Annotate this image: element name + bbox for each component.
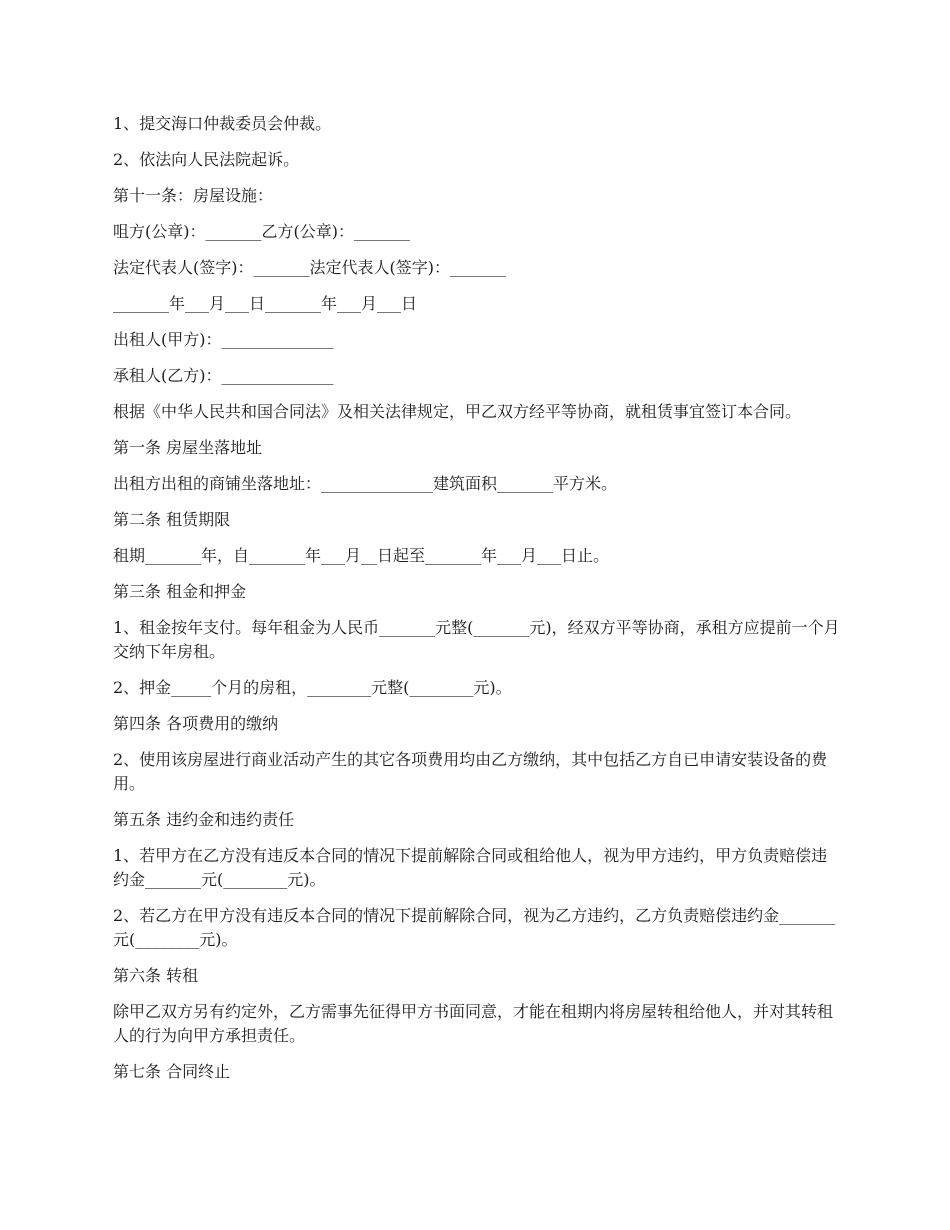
signature-line: 咀方(公章)：_______乙方(公章)：_______	[113, 222, 410, 241]
signature-line: 法定代表人(签字)：_______法定代表人(签字)：_______	[113, 258, 506, 277]
lessor-line: 出租人(甲方)：______________	[113, 330, 334, 349]
clause-heading: 第六条 转租	[113, 966, 199, 985]
paragraph: 2、依法向人民法院起诉。	[113, 150, 300, 169]
preamble: 根据《中华人民共和国合同法》及相关法律规定，甲乙双方经平等协商，就租赁事宜签订本合同。	[113, 402, 802, 421]
paragraph: 1、若甲方在乙方没有违反本合同的情况下提前解除合同或租给他人，视为甲方违约，甲方负责赔偿违约金_______元(________元)。	[113, 846, 828, 889]
clause-heading: 第十一条：房屋设施：	[113, 186, 274, 205]
clause-heading: 第四条 各项费用的缴纳	[113, 714, 279, 733]
clause-heading: 第三条 租金和押金	[113, 582, 247, 601]
lessee-line: 承租人(乙方)：______________	[113, 366, 334, 385]
date-line: _______年___月___日_______年___月___日	[113, 294, 418, 313]
paragraph: 1、租金按年支付。每年租金为人民币_______元整(_______元)，经双方平等协商，承租方应提前一个月交纳下年房租。	[113, 618, 840, 661]
paragraph: 除甲乙双方另有约定外，乙方需事先征得甲方书面同意，才能在租期内将房屋转租给他人，并对其转租人的行为向甲方承担责任。	[113, 1002, 834, 1045]
paragraph: 1、提交海口仲裁委员会仲裁。	[113, 114, 332, 133]
clause-heading: 第一条 房屋坐落地址	[113, 438, 263, 457]
paragraph: 2、使用该房屋进行商业活动产生的其它各项费用均由乙方缴纳，其中包括乙方自已申请安装设备的费用。	[113, 750, 828, 793]
clause-heading: 第二条 租赁期限	[113, 510, 231, 529]
clause-heading: 第七条 合同终止	[113, 1062, 231, 1081]
paragraph: 出租方出租的商铺坐落地址：______________建筑面积_______平方米。	[113, 474, 618, 493]
paragraph: 2、押金_____个月的房租，________元整(________元)。	[113, 678, 512, 697]
paragraph: 租期_______年，自_______年___月__日起至_______年___月___日止。	[113, 546, 610, 565]
clause-heading: 第五条 违约金和违约责任	[113, 810, 295, 829]
paragraph: 2、若乙方在甲方没有违反本合同的情况下提前解除合同，视为乙方违约，乙方负责赔偿违约金_______元(________元)。	[113, 906, 836, 949]
